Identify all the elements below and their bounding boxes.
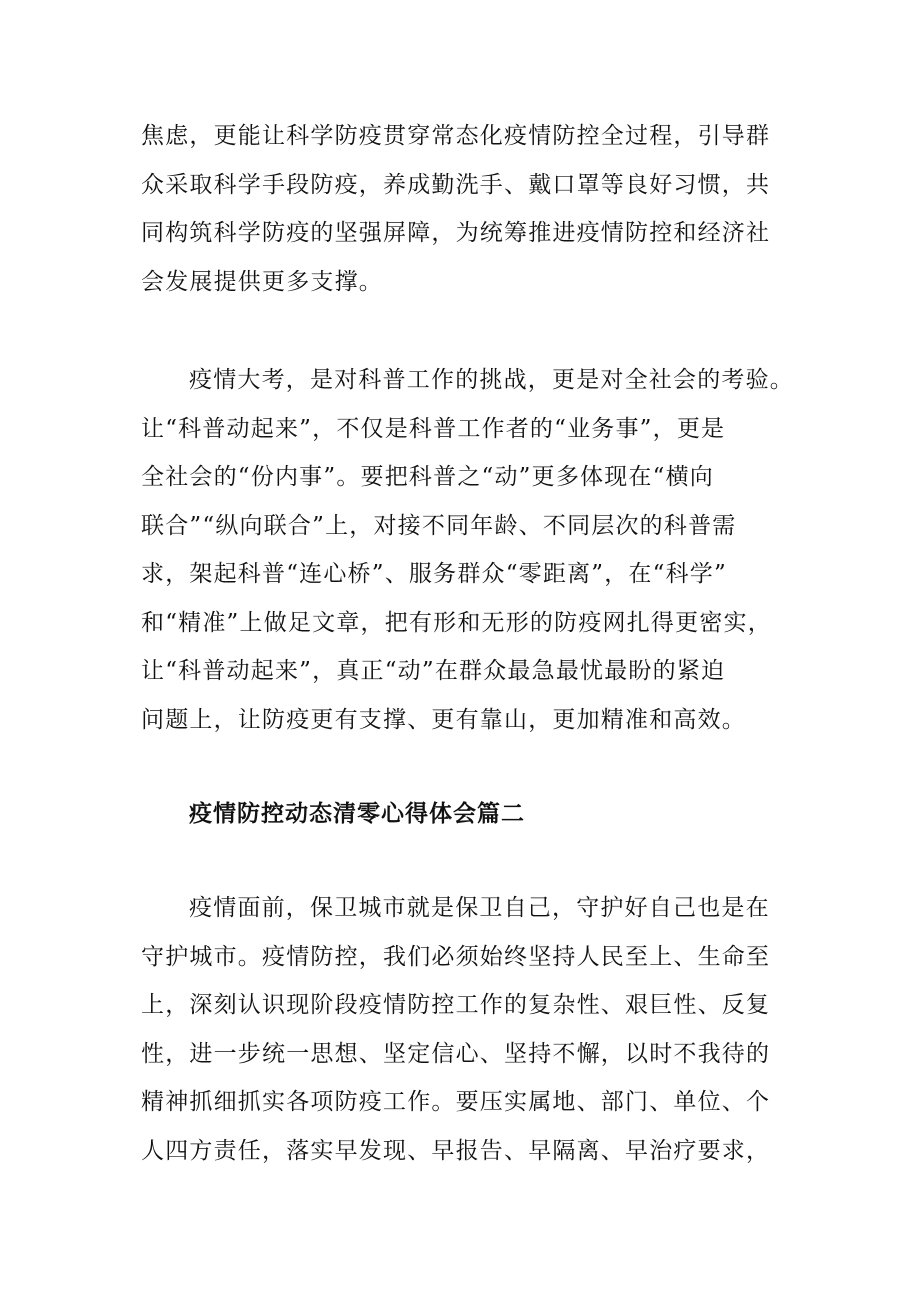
text-line: 和“精准”上做足文章，把有形和无形的防疫网扎得更密实， xyxy=(141,609,772,636)
text-line: 让“科普动起来”，不仅是科普工作者的“业务事”，更是 xyxy=(141,415,726,442)
text-line: 精神抓细抓实各项防疫工作。要压实属地、部门、单位、个 xyxy=(141,1089,771,1115)
text-line: 上，深刻认识现阶段疫情防控工作的复杂性、艰巨性、反复 xyxy=(141,992,771,1018)
text-line: 疫情大考，是对科普工作的挑战，更是对全社会的考验。 xyxy=(189,367,794,393)
text-line: 求，架起科普“连心桥”、服务群众“零距离”，在“科学” xyxy=(141,561,727,587)
paragraph-2 xyxy=(141,356,794,744)
text-line: 同构筑科学防疫的坚强屏障，为统筹推进疫情防控和经济社 xyxy=(141,220,771,246)
text-line: 疫情面前，保卫城市就是保卫自己，守护好自己也是在 xyxy=(189,895,770,921)
text-line: 焦虑，更能让科学防疫贯穿常态化疫情防控全过程，引导群 xyxy=(141,123,771,149)
text-line: 会发展提供更多支撑。 xyxy=(141,268,383,295)
text-line: 人四方责任，落实早发现、早报告、早隔离、早治疗要求， xyxy=(141,1137,771,1164)
paragraph-1 xyxy=(141,112,791,306)
section-heading: 疫情防控动态清零心得体会篇二 xyxy=(189,800,525,827)
text-line: 性，进一步统一思想、坚定信心、坚持不懈，以时不我待的 xyxy=(141,1040,771,1067)
text-line: 联合”“纵向联合”上，对接不同年龄、不同层次的科普需 xyxy=(141,512,737,539)
text-line: 让“科普动起来”，真正“动”在群众最急最忧最盼的紧迫 xyxy=(141,658,726,684)
text-line: 众采取科学手段防疫，养成勤洗手、戴口罩等良好习惯，共 xyxy=(141,171,771,198)
text-line: 守护城市。疫情防控，我们必须始终坚持人民至上、生命至 xyxy=(141,943,771,970)
text-line: 问题上，让防疫更有支撑、更有靠山，更加精准和高效。 xyxy=(141,706,746,733)
text-line: 全社会的“份内事”。要把科普之“动”更多体现在“横向 xyxy=(141,464,714,490)
paragraph-3 xyxy=(141,884,791,1175)
